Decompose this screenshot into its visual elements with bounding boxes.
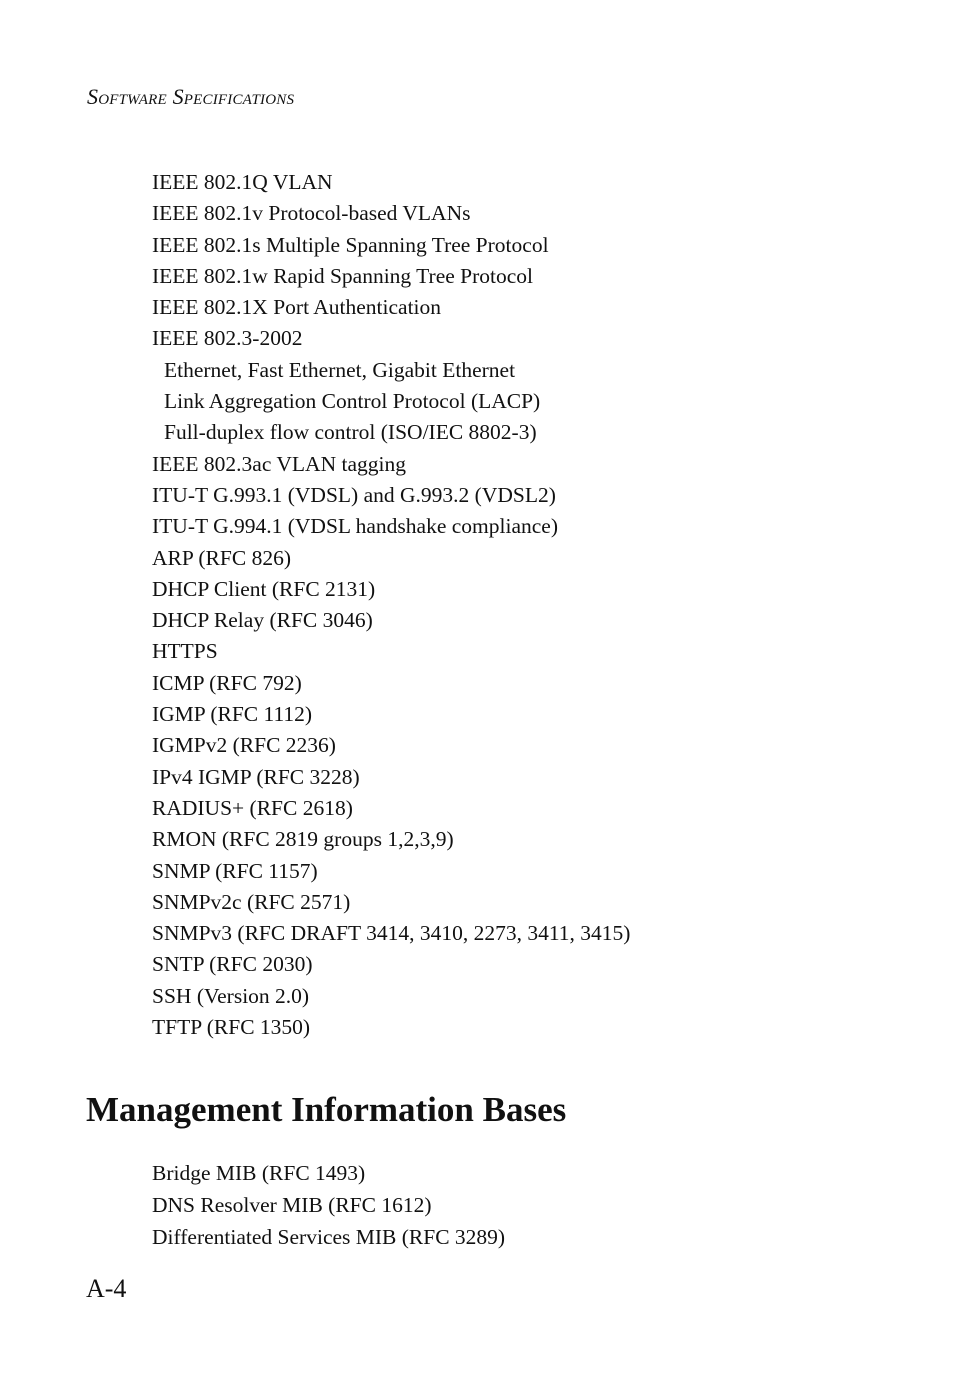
list-item: ICMP (RFC 792)	[152, 670, 302, 695]
list-item: SNMPv2c (RFC 2571)	[152, 889, 351, 914]
list-item: TFTP (RFC 1350)	[152, 1015, 311, 1040]
list-item: SNMP (RFC 1157)	[152, 858, 318, 883]
list-sub-item: Link Aggregation Control Protocol (LACP)	[164, 389, 541, 414]
list-item: HTTPS	[152, 639, 218, 664]
list-item: Bridge MIB (RFC 1493)	[152, 1161, 366, 1185]
standards-list	[152, 167, 630, 1043]
list-item: SNMPv3 (RFC DRAFT 3414, 3410, 2273, 3411, 3415)	[152, 921, 631, 946]
list-sub-item: Ethernet, Fast Ethernet, Gigabit Ethernet	[164, 357, 516, 382]
list-item: DNS Resolver MIB (RFC 1612)	[152, 1193, 432, 1217]
list-item: IEEE 802.3ac VLAN tagging	[152, 451, 406, 476]
list-item: Differentiated Services MIB (RFC 3289)	[152, 1225, 506, 1249]
list-item: IEEE 802.1v Protocol-based VLANs	[152, 201, 471, 226]
list-item: IEEE 802.1X Port Authentication	[152, 295, 442, 320]
section-title: Management Information Bases	[86, 1090, 567, 1129]
list-item: SNTP (RFC 2030)	[152, 952, 313, 977]
list-item: RMON (RFC 2819 groups 1,2,3,9)	[152, 827, 454, 852]
list-item: IGMPv2 (RFC 2236)	[152, 733, 336, 758]
list-item: DHCP Relay (RFC 3046)	[152, 608, 373, 633]
list-sub-item: Full-duplex flow control (ISO/IEC 8802-3)	[164, 420, 537, 445]
list-item: ITU-T G.994.1 (VDSL handshake compliance)	[152, 514, 559, 539]
list-item: IEEE 802.1s Multiple Spanning Tree Protocol	[152, 232, 549, 257]
list-item: ITU-T G.993.1 (VDSL) and G.993.2 (VDSL2)	[152, 482, 556, 507]
list-item: ARP (RFC 826)	[152, 545, 291, 570]
list-item: IPv4 IGMP (RFC 3228)	[152, 764, 360, 789]
list-item: SSH (Version 2.0)	[152, 983, 310, 1008]
list-item: IEEE 802.3-2002	[152, 326, 303, 351]
page-number: A-4	[86, 1274, 127, 1303]
list-item: IGMP (RFC 1112)	[152, 702, 313, 727]
list-item: DHCP Client (RFC 2131)	[152, 576, 376, 601]
running-header: Software Specifications	[87, 84, 295, 109]
mib-list	[152, 1157, 505, 1253]
list-item: IEEE 802.1Q VLAN	[152, 170, 333, 194]
list-item: IEEE 802.1w Rapid Spanning Tree Protocol	[152, 263, 534, 288]
list-item: RADIUS+ (RFC 2618)	[152, 795, 353, 820]
